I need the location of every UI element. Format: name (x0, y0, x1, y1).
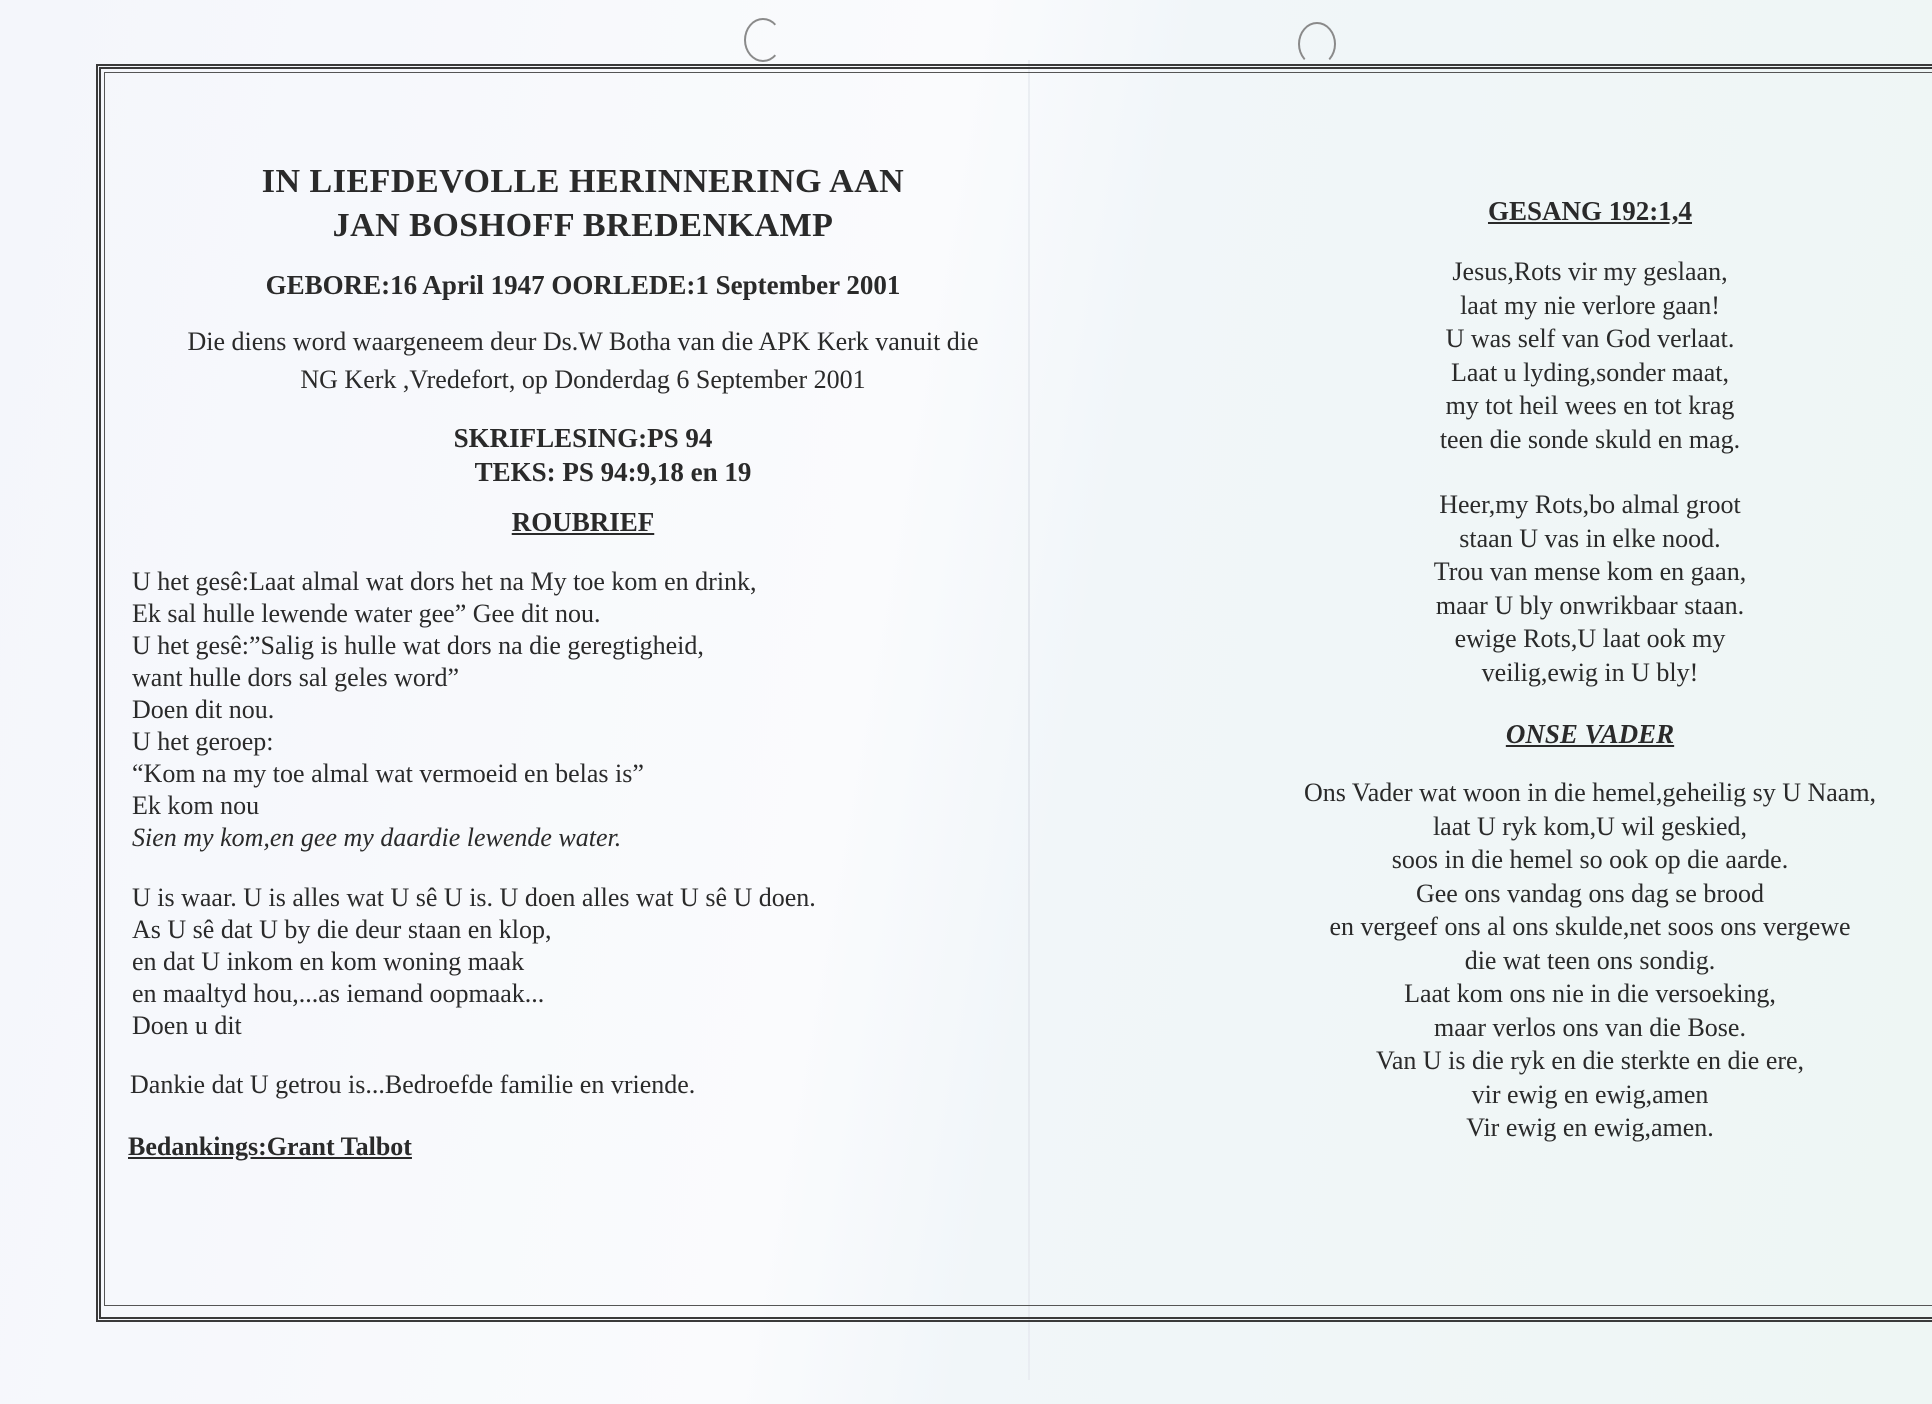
hymn-column (1240, 196, 1932, 1145)
prayer-line: Vir ewig en ewig,amen. (1466, 1113, 1714, 1142)
prayer-line: laat U ryk kom,U wil geskied, (1432, 811, 1748, 841)
verse-line: ewige Rots,U laat ook my (1454, 624, 1726, 653)
letter-line: Doen dit nou. (132, 695, 275, 724)
verse-line: U was self van God verlaat. (1445, 324, 1735, 353)
letter-line: Ek kom nou (132, 791, 260, 820)
prayer-title: ONSE VADER (1505, 719, 1675, 749)
prayer-text (1210, 776, 1932, 1145)
prayer-line: en vergeef ons al ons skulde,net soos ons vergewe (1329, 912, 1851, 941)
letter-paragraph-2 (128, 882, 1048, 1042)
prayer-line: soos in die hemel so ook op die aarde. (1391, 845, 1789, 874)
letter-line: Doen u dit (132, 1011, 242, 1040)
title-line-2: JAN BOSHOFF BREDENKAMP (332, 207, 834, 244)
service-details (128, 323, 1038, 399)
letter-line: As U sê dat U by die deur staan en klop, (132, 915, 552, 944)
memorial-column (128, 160, 1048, 1162)
prayer-line: Laat kom ons nie in die versoeking, (1404, 979, 1776, 1008)
verse-line: Laat u lyding,sonder maat, (1451, 357, 1729, 387)
prayer-line: Ons Vader wat woon in die hemel,geheilig sy U Naam, (1303, 778, 1877, 807)
hymn-verse-2 (1240, 488, 1932, 689)
verse-line: Jesus,Rots vir my geslaan, (1452, 257, 1728, 286)
verse-line: maar U bly onwrikbaar staan. (1435, 590, 1745, 620)
letter-line: U het gesê:Laat almal wat dors het na My toe kom en drink, (132, 567, 757, 596)
hymn-title: GESANG 192:1,4 (1487, 196, 1693, 226)
verse-line: my tot heil wees en tot krag (1445, 391, 1735, 420)
punch-hole (1298, 22, 1336, 66)
birth-death-dates: GEBORE:16 April 1947 OORLEDE:1 September 2001 (265, 270, 901, 300)
verse-line: Trou van mense kom en gaan, (1433, 557, 1747, 586)
letter-line: “Kom na my toe almal wat vermoeid en belas is” (132, 759, 644, 788)
verse-line: veilig,ewig in U bly! (1481, 657, 1699, 687)
letter-line: U het geroep: (132, 727, 274, 756)
text-line: TEKS: PS 94:9,18 en 19 (474, 457, 752, 487)
letter-line: U het gesê:”Salig is hulle wat dors na die geregtigheid, (132, 631, 704, 660)
letter-heading: ROUBRIEF (511, 507, 655, 537)
prayer-line: Gee ons vandag ons dag se brood (1415, 878, 1765, 908)
letter-paragraph-1 (128, 566, 1048, 854)
letter-line: U is waar. U is alles wat U sê U is. U doen alles wat U sê U doen. (132, 883, 816, 912)
letter-line: en dat U inkom en kom woning maak (132, 947, 525, 976)
verse-line: teen die sonde skuld en mag. (1439, 424, 1741, 454)
prayer-line: maar verlos ons van die Bose. (1434, 1012, 1746, 1042)
verse-line: laat my nie verlore gaan! (1460, 290, 1720, 320)
prayer-line: die wat teen ons sondig. (1464, 945, 1716, 975)
prayer-line: vir ewig en ewig,amen (1471, 1079, 1709, 1109)
letter-line: Ek sal hulle lewende water gee” Gee dit nou. (132, 599, 601, 628)
hymn-verse-1 (1240, 255, 1932, 456)
letter-line: want hulle dors sal geles word” (132, 663, 460, 692)
credits-line: Bedankings:Grant Talbot (128, 1132, 412, 1161)
reading-line: SKRIFLESING:PS 94 (453, 423, 713, 453)
service-line-2: NG Kerk ,Vredefort, op Donderdag 6 September 2001 (300, 365, 866, 394)
letter-line: en maaltyd hou,...as iemand oopmaak... (132, 979, 545, 1008)
verse-line: Heer,my Rots,bo almal groot (1439, 490, 1741, 519)
punch-hole (744, 18, 782, 62)
service-line-1: Die diens word waargeneem deur Ds.W Botha van die APK Kerk vanuit die (187, 327, 979, 356)
scripture-reading (128, 421, 1038, 489)
title-line-1: IN LIEFDEVOLLE HERINNERING AAN (261, 163, 905, 200)
prayer-line: Van U is die ryk en die sterkte en die ere, (1375, 1046, 1805, 1075)
verse-line: staan U vas in elke nood. (1459, 523, 1721, 553)
thanks-line: Dankie dat U getrou is...Bedroefde familie en vriende. (130, 1070, 696, 1099)
letter-line-italic: Sien my kom,en gee my daardie lewende water. (132, 823, 622, 852)
memorial-title (128, 160, 1038, 248)
